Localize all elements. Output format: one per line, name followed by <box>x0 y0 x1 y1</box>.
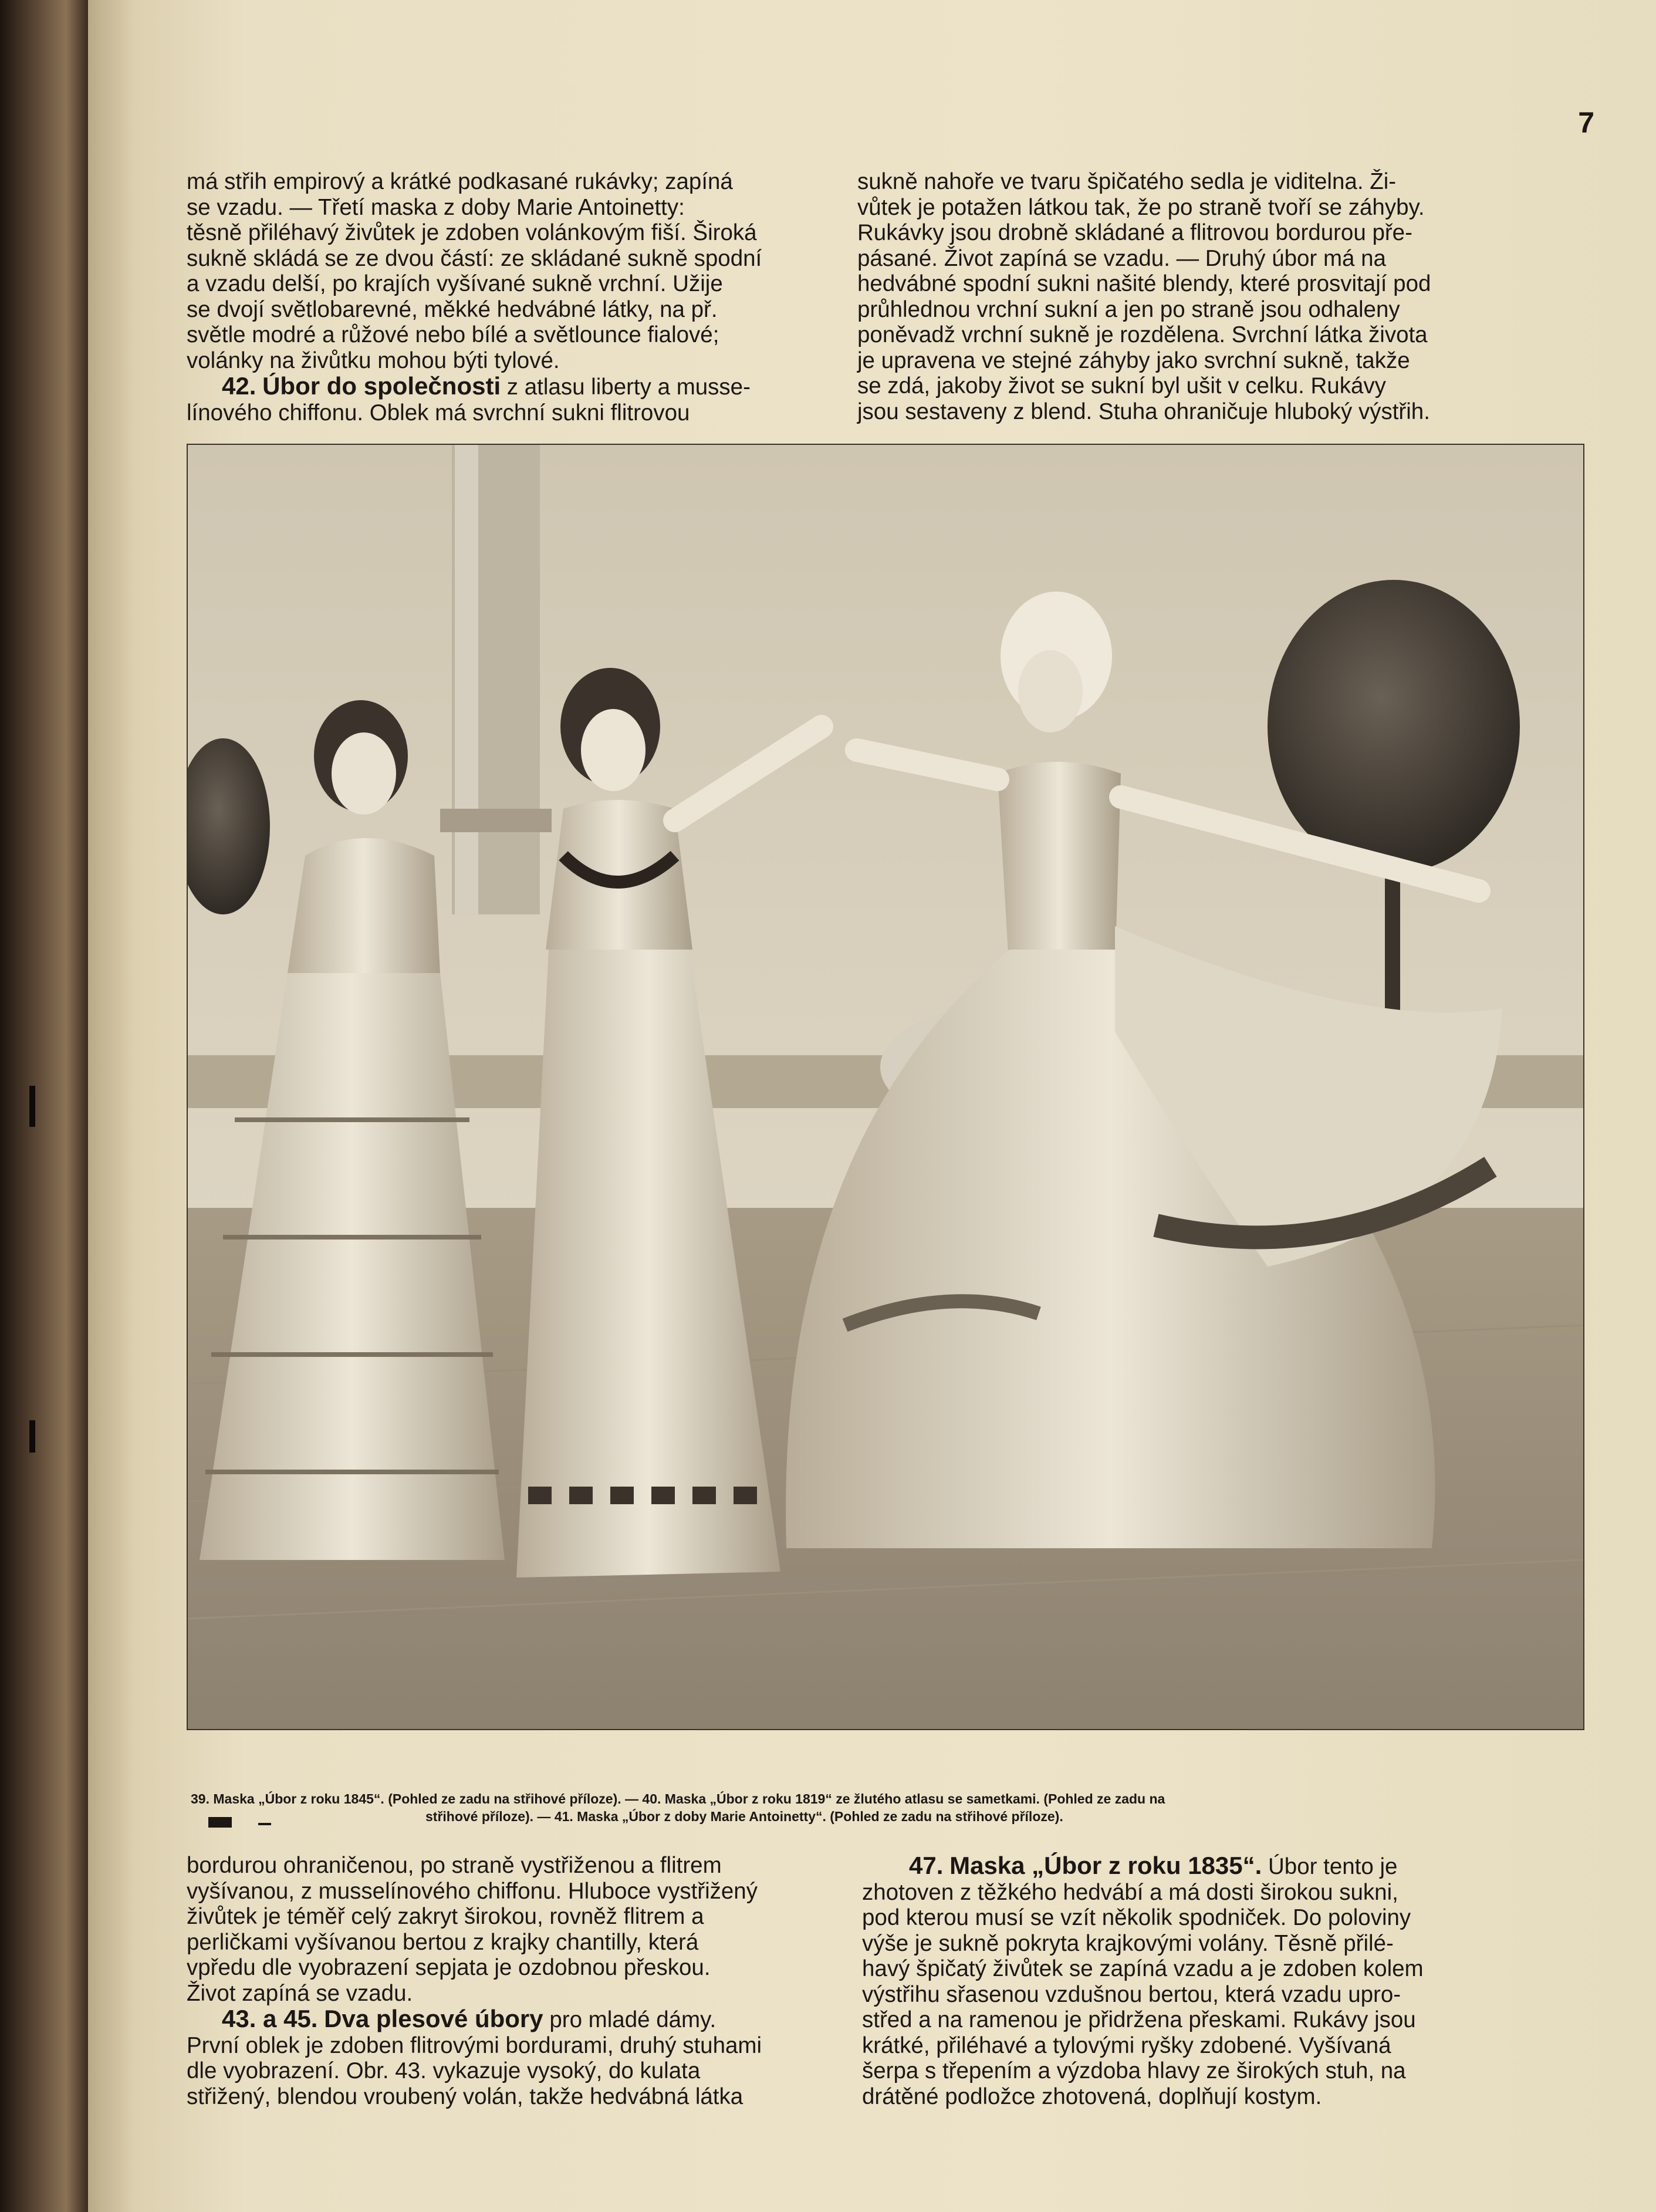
text-column-top-right <box>857 169 1580 424</box>
text-line: volánky na živůtku mohou býti tylové. <box>187 347 560 373</box>
text-line: línového chiffonu. Oblek má svrchní sukni flitrovou <box>187 400 690 425</box>
text-column-bottom-left <box>187 1853 836 2109</box>
item-42-heading <box>187 373 832 400</box>
illustration-drawing <box>188 445 1583 1729</box>
illustration-caption <box>191 1790 1587 1825</box>
text-line: je upravena ve stejné záhyby jako svrchní sukně, takže <box>857 347 1410 373</box>
text-line: se zdá, jakoby život se sukní byl ušit v celku. Rukávy <box>857 373 1386 399</box>
text-line: havý špičatý živůtek se zapíná vzadu a je zdoben kolem <box>862 1956 1424 1981</box>
text-line: světle modré a růžové nebo bílé a světlounce fialové; <box>187 322 719 347</box>
text-line: šerpa s třepením a výzdoba hlavy ze širokých stuh, na <box>862 2058 1406 2083</box>
text-line: a vzadu delší, po krajích vyšívané sukně vrchní. Užije <box>187 271 723 296</box>
fashion-illustration <box>187 444 1584 1730</box>
text-line: se vzadu. — Třetí maska z doby Marie Antoinetty: <box>187 194 685 220</box>
text-line: hedvábné spodní sukni našité blendy, které prosvitají pod <box>857 271 1431 296</box>
text-line: průhlednou vrchní sukní a jen po straně jsou odhaleny <box>857 296 1400 322</box>
spine-mark <box>29 1420 35 1453</box>
text-line: má střih empirový a krátké podkasané rukávky; zapíná <box>187 169 733 194</box>
caption-line: 39. Maska „Úbor z roku 1845“. (Pohled ze zadu na střihové příloze). — 40. Maska „Úbor z roku 1819“ ze žlutého atlasu se sametkami. (Pohled ze zadu na <box>191 1791 1165 1806</box>
text-line: Život zapíná se vzadu. <box>187 1980 413 2006</box>
text-line: střižený, blendou vroubený volán, takže hedvábná látka <box>187 2083 743 2109</box>
page <box>88 0 1656 2212</box>
item-text: Úbor tento je <box>1262 1854 1398 1879</box>
text-line: vůtek je potažen látkou tak, že po straně tvoří se záhyby. <box>857 194 1425 220</box>
text-line: zhotoven z těžkého hedvábí a má dosti širokou sukni, <box>862 1879 1398 1905</box>
text-line: se dvojí světlobarevné, měkké hedvábné látky, na př. <box>187 296 718 322</box>
text-column-top-left <box>187 169 832 425</box>
item-title: Dva plesové úbory <box>324 2005 543 2032</box>
item-number: 47. <box>909 1852 944 1879</box>
text-line: živůtek je téměř celý zakryt širokou, rovněž flitrem a <box>187 1904 704 1929</box>
text-line: vpředu dle vyobrazení sepjata je ozdobnou přeskou. <box>187 1955 711 1980</box>
text-line: poněvadž vrchní sukně je rozdělena. Svrchní látka života <box>857 322 1428 347</box>
item-text: z atlasu liberty a musse- <box>501 374 751 400</box>
page-number: 7 <box>1578 106 1594 139</box>
text-line: pod kterou musí se vzít několik spodniček. Do poloviny <box>862 1905 1411 1930</box>
text-line: drátěné podložce zhotovená, doplňují kostym. <box>862 2083 1322 2109</box>
text-line: Rukávky jsou drobně skládané a flitrovou bordurou pře- <box>857 220 1412 245</box>
item-title: Úbor do společnosti <box>262 372 501 400</box>
spine-mark <box>29 1086 35 1127</box>
ink-smudge <box>258 1823 271 1825</box>
text-line: První oblek je zdoben flitrovými bordurami, druhý stuhami <box>187 2032 762 2058</box>
text-line: sukně nahoře ve tvaru špičatého sedla je viditelna. Ži- <box>857 169 1397 194</box>
caption-line: střihové příloze). — 41. Maska „Úbor z doby Marie Antoinetty“. (Pohled ze zadu na střihové příloze). <box>425 1809 1063 1824</box>
text-line: výstřihu sřasenou vzdušnou bertou, která vzadu upro- <box>862 1981 1401 2007</box>
text-line: jsou sestaveny z blend. Stuha ohraničuje hluboký výstřih. <box>857 399 1430 424</box>
text-line: bordurou ohraničenou, po straně vystřiženou a flitrem <box>187 1853 722 1878</box>
text-line: pásané. Život zapíná se vzadu. — Druhý úbor má na <box>857 245 1386 271</box>
left-page-edge <box>0 0 88 2212</box>
text-line: dle vyobrazení. Obr. 43. vykazuje vysoký, do kulata <box>187 2058 701 2083</box>
text-line: těsně přiléhavý živůtek je zdoben volánkovým fiší. Široká <box>187 220 757 245</box>
item-number: 42. <box>222 372 256 400</box>
item-47-heading <box>862 1853 1585 1880</box>
item-43-heading <box>187 2006 836 2033</box>
text-line: výše je sukně pokryta krajkovými volány. Těsně přilé- <box>862 1930 1394 1956</box>
item-text: pro mladé dámy. <box>543 2007 717 2032</box>
text-line: perličkami vyšívanou bertou z krajky chantilly, která <box>187 1929 699 1955</box>
text-line: střed a na ramenou je přidržena přeskami. Rukávy jsou <box>862 2007 1416 2032</box>
text-line: krátké, přiléhavé a tylovými ryšky zdobené. Vyšívaná <box>862 2032 1391 2058</box>
item-number: 43. a 45. <box>222 2005 318 2032</box>
ink-smudge <box>208 1817 232 1828</box>
item-title: Maska „Úbor z roku 1835“. <box>949 1852 1262 1879</box>
text-line: vyšívanou, z musselínového chiffonu. Hluboce vystřižený <box>187 1878 758 1904</box>
text-column-bottom-right <box>862 1853 1585 2109</box>
text-line: sukně skládá se ze dvou částí: ze skládané sukně spodní <box>187 245 762 271</box>
